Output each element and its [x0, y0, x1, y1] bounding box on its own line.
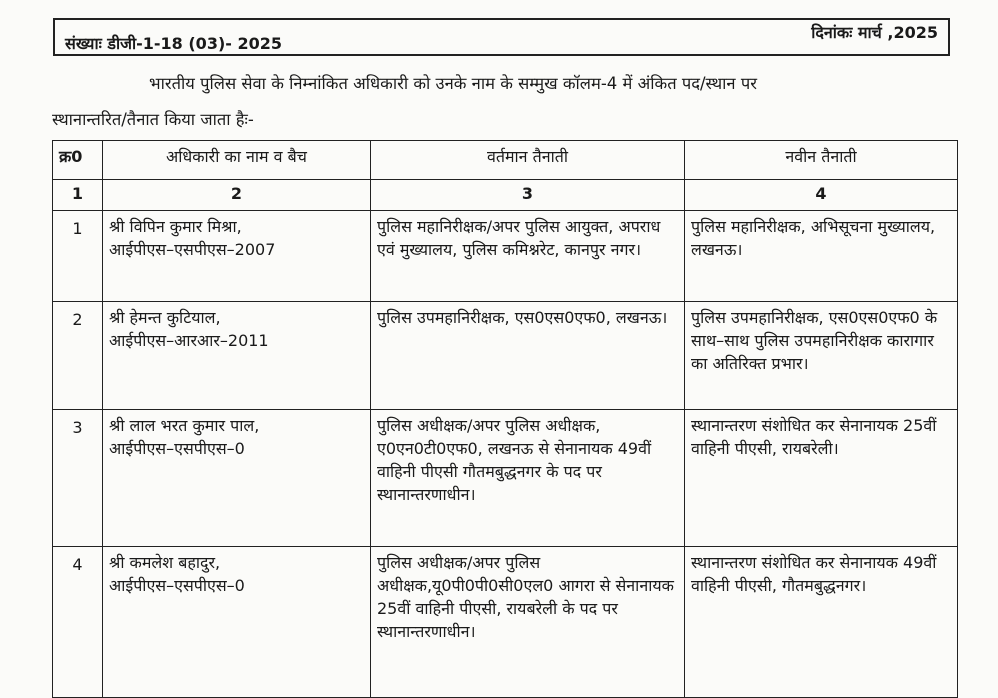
header-officer-name: अधिकारी का नाम व बैच — [103, 141, 371, 180]
new-posting: पुलिस महानिरीक्षक, अभिसूचना मुख्यालय, लखनऊ। — [685, 211, 958, 302]
reference-number: संख्याः डीजी-1-18 (03)- 2025 — [65, 34, 283, 53]
column-number: 2 — [103, 180, 371, 211]
table-row — [53, 211, 958, 302]
transfer-table — [52, 140, 958, 698]
new-posting: स्थानान्तरण संशोधित कर सेनानायक 25वीं वाहिनी पीएसी, रायबरेली। — [685, 410, 958, 547]
table-row — [53, 547, 958, 698]
column-number: 4 — [685, 180, 958, 211]
header-current-posting: वर्तमान तैनाती — [371, 141, 685, 180]
order-date: दिनांकः मार्च ,2025 — [811, 23, 938, 42]
column-number: 1 — [53, 180, 103, 211]
officer-cell — [103, 410, 371, 547]
serial-number: 4 — [53, 547, 103, 698]
officer-cell — [103, 302, 371, 410]
column-number: 3 — [371, 180, 685, 211]
officer-batch: आईपीएस–एसपीएस–0 — [109, 576, 245, 595]
officer-name: श्री लाल भरत कुमार पाल, — [109, 416, 260, 435]
officer-batch: आईपीएस–एसपीएस–2007 — [109, 240, 276, 259]
officer-name: श्री कमलेश बहादुर, — [109, 553, 221, 572]
column-number-row — [53, 180, 958, 211]
reference-header — [53, 18, 950, 56]
new-posting: पुलिस उपमहानिरीक्षक, एस0एस0एफ0 के साथ–साथ पुलिस उपमहानिरीक्षक कारागार का अतिरिक्त प्रभार। — [685, 302, 958, 410]
officer-batch: आईपीएस–एसपीएस–0 — [109, 439, 245, 458]
officer-batch: आईपीएस–आरआर–2011 — [109, 331, 269, 350]
current-posting: पुलिस अधीक्षक/अपर पुलिस अधीक्षक,यू0पी0पी0सी0एल0 आगरा से सेनानायक 25वीं वाहिनी पीएसी, रायबरेली के पद पर स्थानान्तरणाधीन। — [371, 547, 685, 698]
intro-paragraph — [52, 66, 957, 138]
new-posting: स्थानान्तरण संशोधित कर सेनानायक 49वीं वाहिनी पीएसी, गौतमबुद्धनगर। — [685, 547, 958, 698]
intro-line-2: स्थानान्तरित/तैनात किया जाता हैः- — [52, 110, 254, 129]
table-row — [53, 302, 958, 410]
serial-number: 1 — [53, 211, 103, 302]
serial-number: 2 — [53, 302, 103, 410]
header-new-posting: नवीन तैनाती — [685, 141, 958, 180]
officer-cell — [103, 211, 371, 302]
serial-number: 3 — [53, 410, 103, 547]
header-serial: क्र0 — [53, 141, 103, 180]
table-header-row — [53, 141, 958, 180]
current-posting: पुलिस महानिरीक्षक/अपर पुलिस आयुक्त, अपराध एवं मुख्यालय, पुलिस कमिश्नरेट, कानपुर नगर। — [371, 211, 685, 302]
table-row — [53, 410, 958, 547]
current-posting: पुलिस उपमहानिरीक्षक, एस0एस0एफ0, लखनऊ। — [371, 302, 685, 410]
current-posting: पुलिस अधीक्षक/अपर पुलिस अधीक्षक, ए0एन0टी0एफ0, लखनऊ से सेनानायक 49वीं वाहिनी पीएसी गौतमबुद्धनगर के पद पर स्थानान्तरणाधीन। — [371, 410, 685, 547]
officer-name: श्री हेमन्त कुटियाल, — [109, 308, 221, 327]
intro-line-1: भारतीय पुलिस सेवा के निम्नांकित अधिकारी को उनके नाम के सम्मुख कॉलम-4 में अंकित पद/स्थान पर — [149, 74, 757, 93]
officer-cell — [103, 547, 371, 698]
officer-name: श्री विपिन कुमार मिश्रा, — [109, 217, 242, 236]
